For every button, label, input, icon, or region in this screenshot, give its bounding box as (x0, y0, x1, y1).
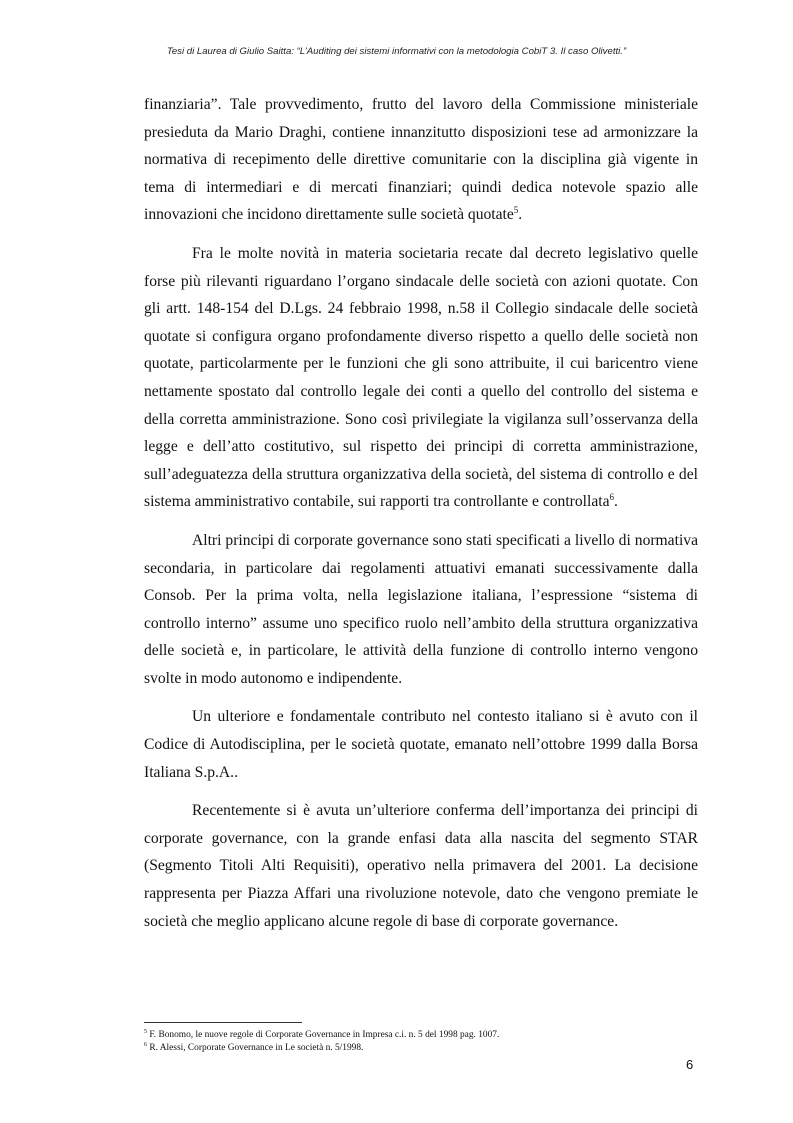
paragraph (144, 240, 698, 516)
footnote (144, 1042, 698, 1055)
paragraph-end: . (518, 206, 523, 224)
paragraph-text: Fra le molte novità in materia societaria recate dal decreto legislativo quelle forse più rilevanti riguardano l’organo sindacale delle società con azioni quotate. Con gli artt. 148-154 del D.Lgs. 24 febbraio 1998, n.58 il Collegio sindacale delle società quotate si configura organo profondamente diverso rispetto a quello delle società non quotate, particolarmente per le funzioni che gli sono attribuite, il cui baricentro viene nettamente spostato dal controllo legale dei conti a quello del controllo del sistema e della corretta amministrazione. Sono così privilegiate la vigilanza sull’osservanza della legge e dell’atto costitutivo, sul rispetto dei principi di corretta amministrazione, sull’adeguatezza della struttura organizzativa della società, del sistema di controllo e del sistema amministrativo contabile, sui rapporti tra controllante e controllata (144, 244, 698, 511)
footnote-number: 6 (144, 1041, 147, 1048)
footnote-text: R. Alessi, Corporate Governance in Le società n. 5/1998. (147, 1042, 364, 1053)
footnote-text: F. Bonomo, le nuove regole di Corporate Governance in Impresa c.i. n. 5 del 1998 pag. 1007. (147, 1030, 500, 1040)
running-header: Tesi di Laurea di Giulio Saitta: “L’Auditing dei sistemi informativi con la metodologia CobiT 3. Il caso Olivetti.” (166, 46, 627, 57)
footnote-ref: 5 (513, 205, 519, 216)
footnote-separator (144, 1022, 302, 1023)
footnote (144, 1029, 698, 1042)
paragraph-text: finanziaria”. Tale provvedimento, frutto del lavoro della Commissione ministeriale presieduta da Mario Draghi, contiene innanzitutto disposizioni tese ad armonizzare la normativa di recepimento delle direttive comunitarie con la disciplina già vigente in tema di intermediari e di mercati finanziari; quindi dedica notevole spazio alle innovazioni che incidono direttamente sulle società quotate (144, 96, 698, 224)
footnote-ref: 6 (609, 492, 615, 503)
paragraph-end: . (614, 493, 618, 511)
paragraph: Altri principi di corporate governance sono stati specificati a livello di normativa secondaria, in particolare dai regolamenti attuativi emanati successivamente dalla Consob. Per la prima volta, nella legislazione italiana, l’espressione “sistema di controllo interno” assume uno specifico ruolo nell’ambito della struttura organizzativa delle società e, in particolare, le attività della funzione di controllo interno vengono svolte in modo autonomo e indipendente. (144, 531, 698, 687)
paragraph: Recentemente si è avuta un’ulteriore conferma dell’importanza dei principi di corporate governance, con la grande enfasi data alla nascita del segmento STAR (Segmento Titoli Alti Requisiti), operativo nella primavera del 2001. La decisione rappresenta per Piazza Affari una rivoluzione notevole, dato che vengono premiate le società che meglio applicano alcune regole di base di corporate governance. (144, 802, 698, 930)
paragraph: Un ulteriore e fondamentale contributo nel contesto italiano si è avuto con il Codice di Autodisciplina, per le società quotate, emanato nell’ottobre 1999 dalla Borsa Italiana S.p.A.. (144, 708, 698, 781)
paragraph-continuation (144, 91, 698, 229)
footnotes (144, 1029, 698, 1054)
footnote-number: 5 (144, 1028, 147, 1035)
body-text (144, 91, 698, 946)
page-number: 6 (686, 1057, 694, 1072)
